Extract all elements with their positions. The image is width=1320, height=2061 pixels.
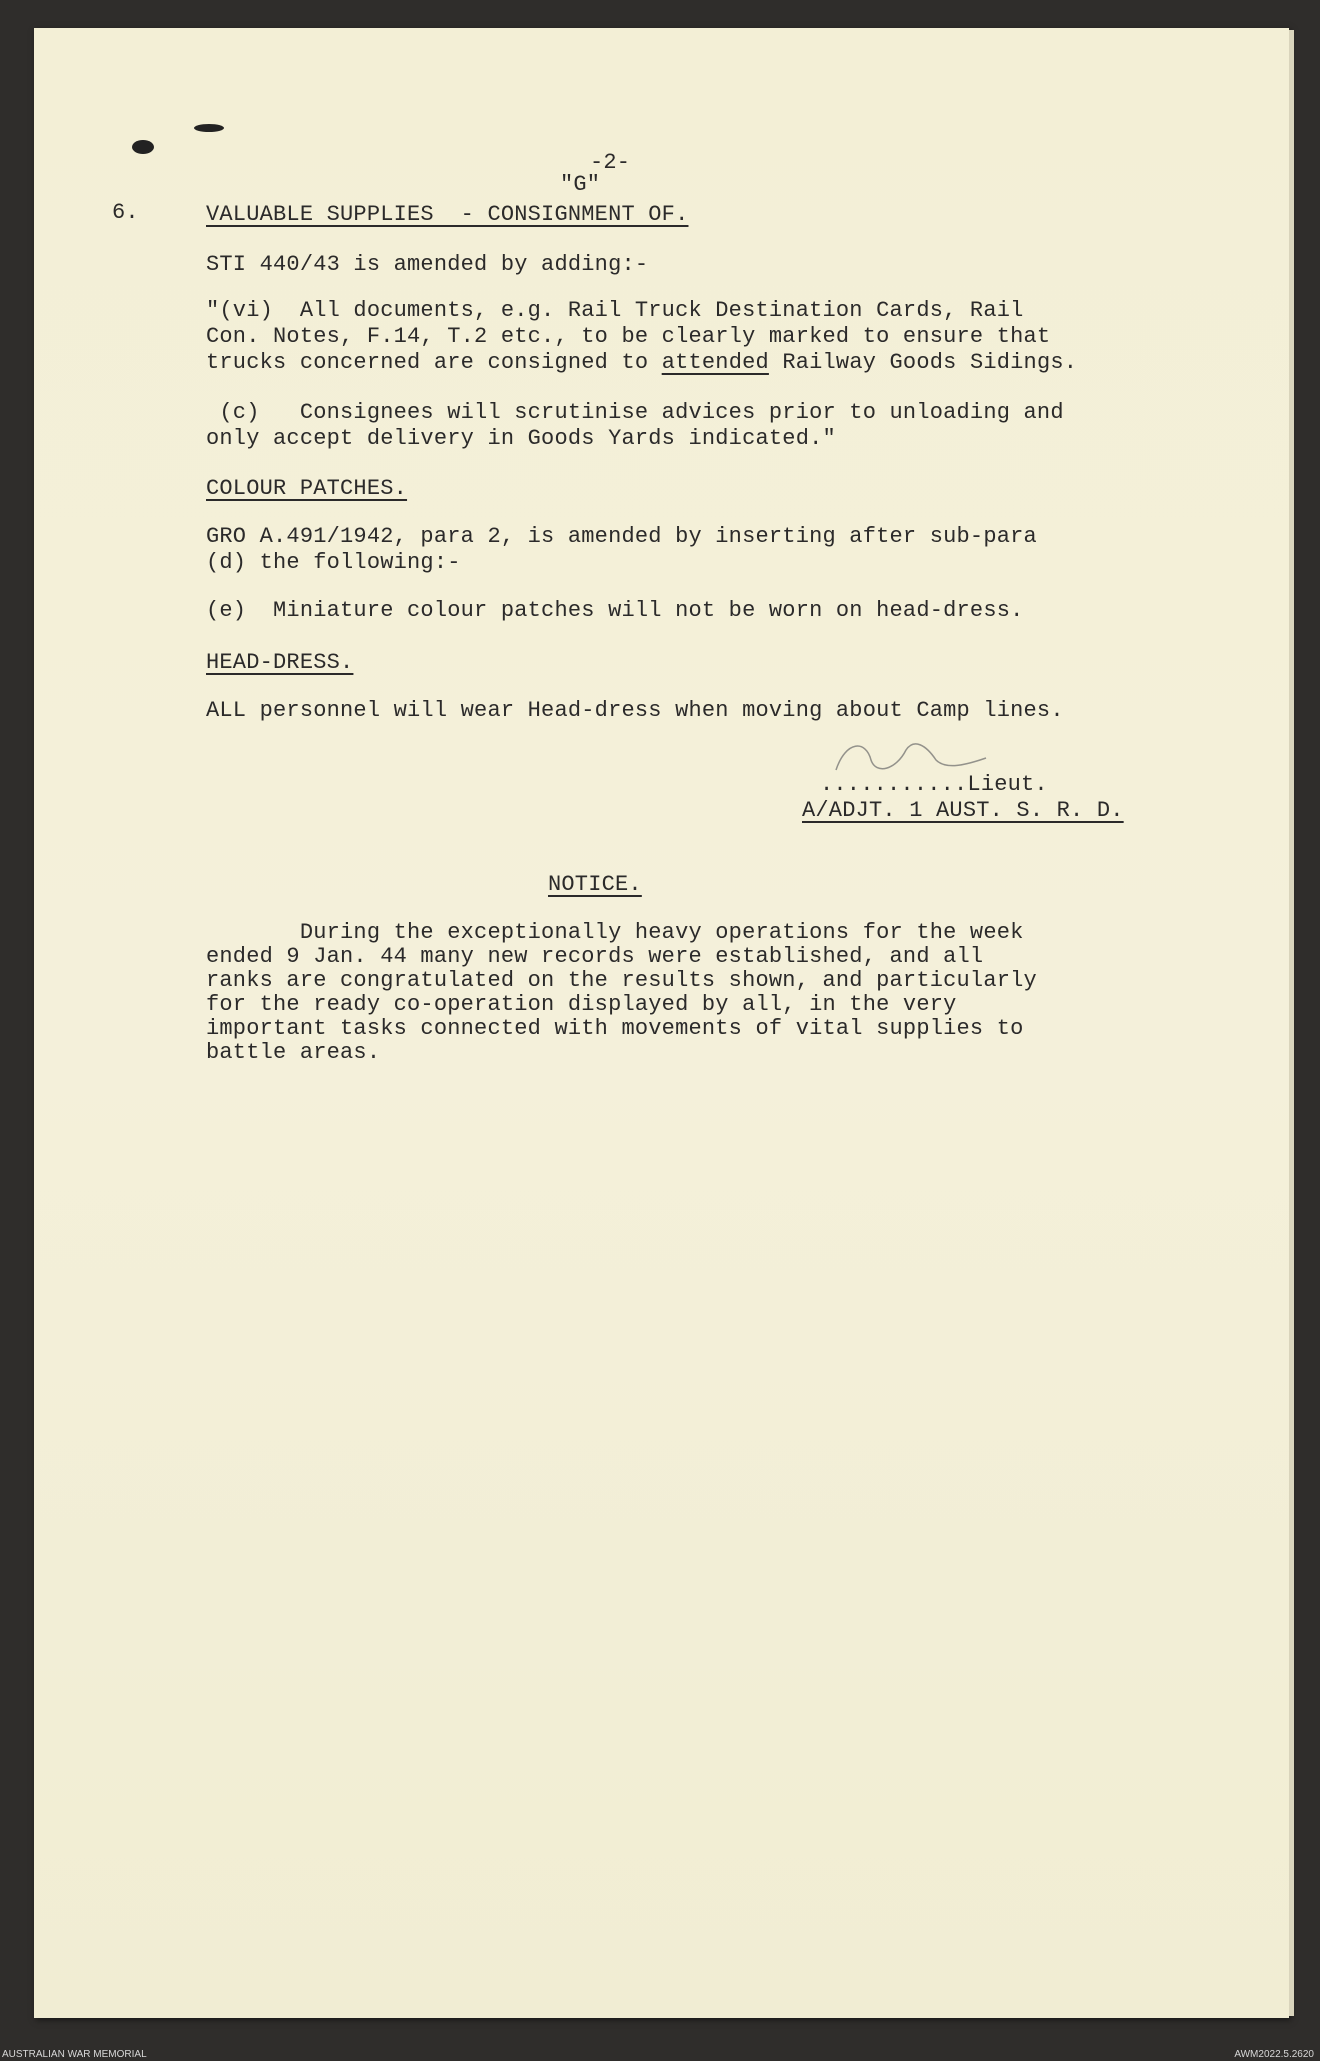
ink-mark: [132, 140, 154, 154]
notice-heading: NOTICE.: [548, 872, 642, 897]
para-line: (c) Consignees will scrutinise advices prior to unloading and: [206, 400, 1064, 425]
notice-line: important tasks connected with movements of vital supplies to: [206, 1016, 1024, 1041]
notice-line: ranks are congratulated on the results shown, and particularly: [206, 968, 1037, 993]
notice-line: battle areas.: [206, 1040, 381, 1065]
page-number: -2-: [590, 150, 631, 175]
para-line: only accept delivery in Goods Yards indicated.": [206, 426, 836, 451]
para-line: [206, 350, 1077, 376]
notice-line: for the ready co-operation displayed by all, in the very: [206, 992, 957, 1017]
emphasis-word: attended: [661, 350, 769, 375]
section-heading: VALUABLE SUPPLIES - CONSIGNMENT OF.: [206, 202, 689, 227]
para-line: (e) Miniature colour patches will not be worn on head-dress.: [206, 598, 1024, 623]
archive-credit: AUSTRALIAN WAR MEMORIAL: [2, 2049, 147, 2060]
notice-line: ended 9 Jan. 44 many new records were established, and all: [206, 944, 984, 969]
classification-mark: "G": [560, 172, 601, 197]
section-heading: HEAD-DRESS.: [206, 650, 354, 675]
signature-title: A/ADJT. 1 AUST. S. R. D.: [802, 798, 1124, 823]
section-number: 6.: [112, 200, 139, 225]
para-text: trucks concerned are consigned to: [206, 350, 649, 375]
para-text: Railway Goods Sidings.: [782, 350, 1078, 375]
para-line: GRO A.491/1942, para 2, is amended by inserting after sub-para: [206, 524, 1037, 549]
para-line: "(vi) All documents, e.g. Rail Truck Destination Cards, Rail: [206, 298, 1024, 323]
section-heading: COLOUR PATCHES.: [206, 476, 408, 501]
para-line: Con. Notes, F.14, T.2 etc., to be clearly marked to ensure that: [206, 324, 1051, 349]
signature-rank: ...........Lieut.: [820, 772, 1048, 797]
para-line: (d) the following:-: [206, 550, 461, 575]
notice-line: During the exceptionally heavy operations for the week: [206, 920, 1024, 945]
para-line: ALL personnel will wear Head-dress when moving about Camp lines.: [206, 698, 1064, 723]
page-edge: [1289, 30, 1294, 2016]
archive-reference: AWM2022.5.2620: [1234, 2049, 1314, 2060]
ink-mark: [194, 124, 224, 132]
section-intro: STI 440/43 is amended by adding:-: [206, 252, 649, 277]
